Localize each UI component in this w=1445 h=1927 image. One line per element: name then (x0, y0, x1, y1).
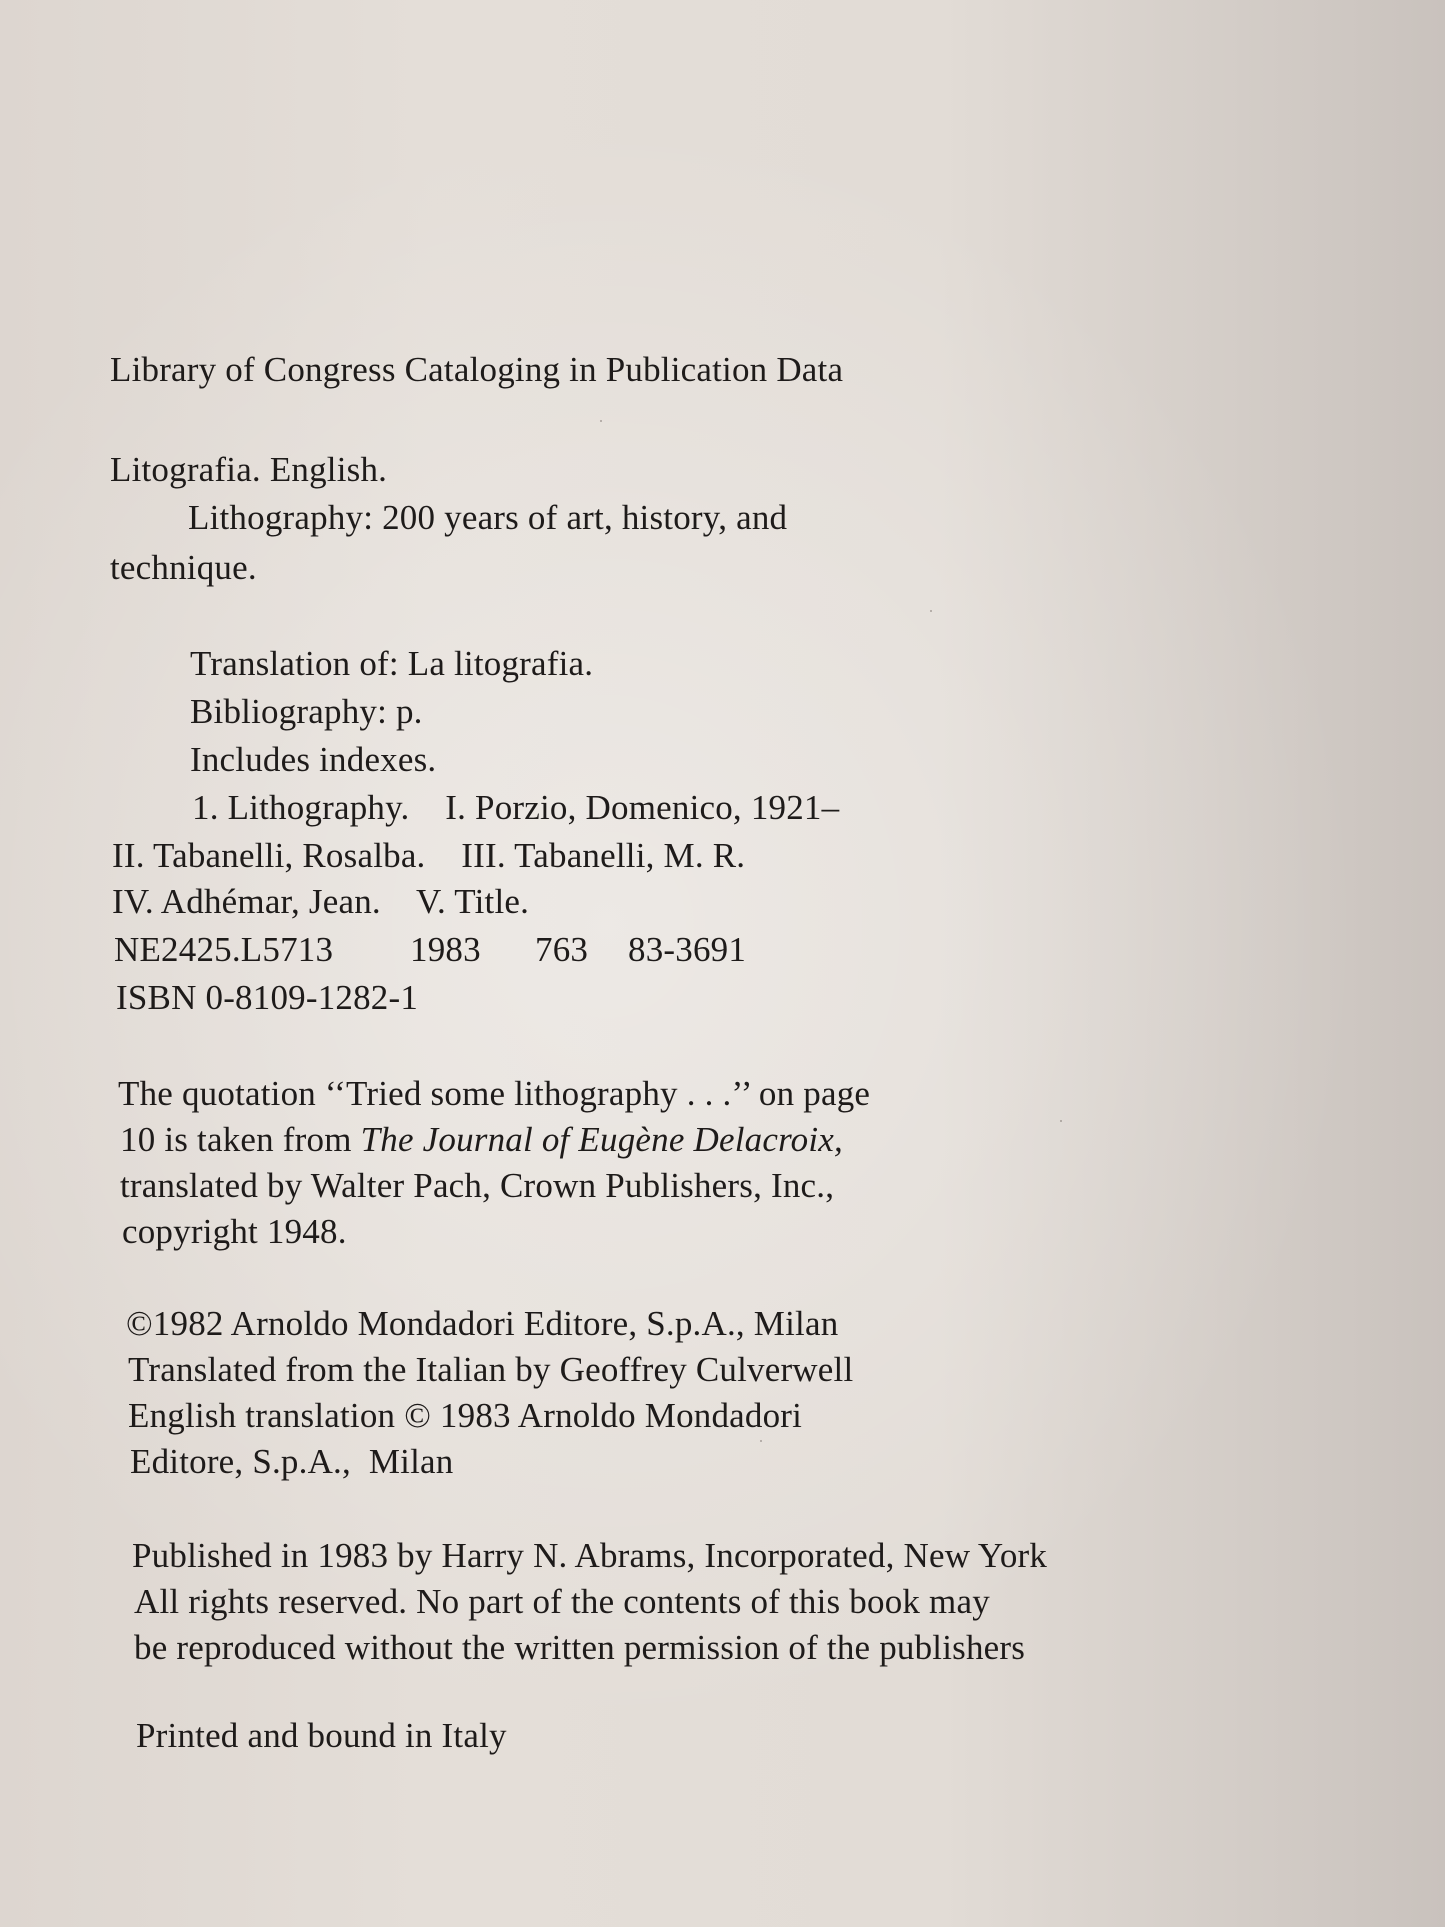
cip-subjects-line-1: 1. Lithography. I. Porzio, Domenico, 1921– (192, 788, 840, 827)
printing-line-1: Printed and bound in Italy (136, 1716, 507, 1755)
paper-speck (600, 420, 602, 422)
cip-note-bibliography: Bibliography: p. (190, 692, 423, 731)
quotation-line-4: copyright 1948. (122, 1212, 347, 1251)
paper-speck (760, 1440, 762, 1442)
cip-lccn: 83-3691 (628, 930, 747, 969)
publisher-line-1: Published in 1983 by Harry N. Abrams, Incorporated, New York (132, 1536, 1048, 1575)
cip-subjects-line-2: II. Tabanelli, Rosalba. III. Tabanelli, M. R. (112, 836, 746, 875)
quotation-book-title: The Journal of Eugène Delacroix, (360, 1120, 843, 1159)
copyright-line-2: Translated from the Italian by Geoffrey Culverwell (128, 1350, 854, 1389)
publisher-line-2: All rights reserved. No part of the contents of this book may (134, 1582, 990, 1621)
paper-speck (1060, 1120, 1062, 1122)
cip-title-line-2: technique. (110, 548, 257, 587)
quotation-line-2-prefix: 10 is taken from (120, 1120, 361, 1159)
paper-speck (930, 610, 932, 612)
cip-heading: Library of Congress Cataloging in Publication Data (110, 350, 844, 389)
cip-subjects-line-3: IV. Adhémar, Jean. V. Title. (112, 882, 530, 921)
cip-title-line-1: Lithography: 200 years of art, history, and (188, 498, 788, 537)
cip-dewey: 763 (535, 930, 589, 969)
publisher-line-3: be reproduced without the written permission of the publishers (134, 1628, 1026, 1667)
cip-note-indexes: Includes indexes. (190, 740, 437, 779)
cip-year: 1983 (410, 930, 481, 969)
quotation-line-1: The quotation ‘‘Tried some lithography . . .’’ on page (118, 1074, 871, 1113)
cip-note-translation: Translation of: La litografia. (190, 644, 594, 683)
copyright-line-4: Editore, S.p.A., Milan (130, 1442, 454, 1481)
copyright-line-1: ©1982 Arnoldo Mondadori Editore, S.p.A., Milan (126, 1304, 839, 1343)
quotation-line-3: translated by Walter Pach, Crown Publishers, Inc., (120, 1166, 835, 1205)
cip-call-number: NE2425.L5713 (114, 930, 334, 969)
cip-uniform-title: Litografia. English. (110, 450, 388, 489)
cip-isbn: ISBN 0-8109-1282-1 (116, 978, 419, 1017)
copyright-line-3: English translation © 1983 Arnoldo Mondadori (128, 1396, 803, 1435)
quotation-line-2 (120, 1118, 843, 1162)
